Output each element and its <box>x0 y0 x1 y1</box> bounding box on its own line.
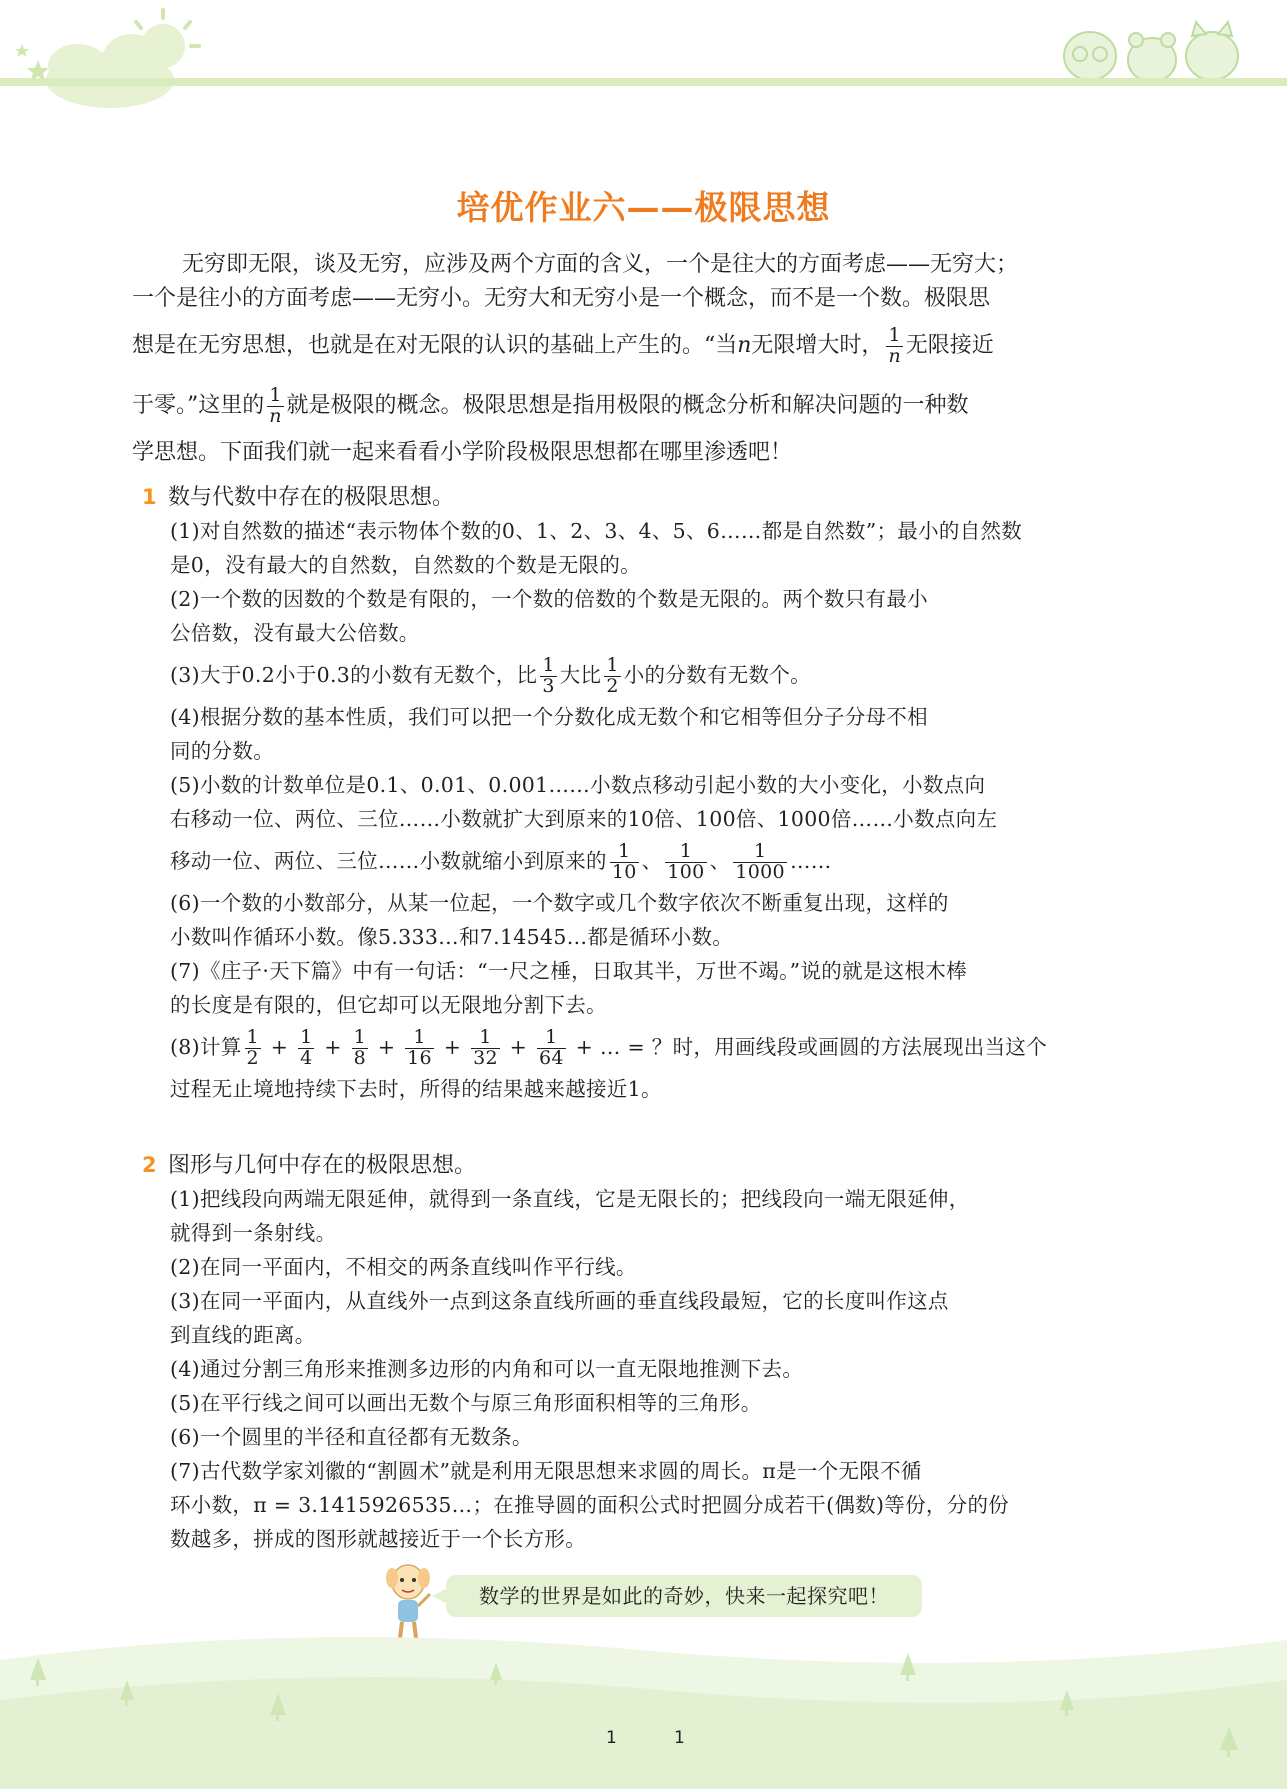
list-item: 同的分数。 <box>170 739 274 763</box>
list-item: 到直线的距离。 <box>170 1323 316 1347</box>
item-text: 移动一位、两位、三位……小数就缩小到原来的 <box>170 849 607 873</box>
fraction-denominator: 8 <box>353 1047 366 1069</box>
fraction-numerator: 1 <box>405 1028 434 1049</box>
list-item: 数越多，拼成的图形就越接近于一个长方形。 <box>170 1527 586 1551</box>
intro-text: 无限增大时， <box>751 333 884 358</box>
fraction <box>405 1028 434 1069</box>
fraction-numerator: 1 <box>267 386 283 407</box>
item-text: (3)大于0.2小于0.3的小数有无数个，比 <box>170 663 538 687</box>
section-1-heading <box>142 480 454 514</box>
list-item: 过程无止境地持续下去时，所得的结果越来越接近1。 <box>170 1077 662 1101</box>
page-title: 培优作业六——极限思想 <box>456 188 831 227</box>
intro-text: 想是在无穷思想，也就是在对无限的认识的基础上产生的。“当 <box>132 333 738 358</box>
fraction <box>298 1028 314 1069</box>
fraction-numerator: 1 <box>606 654 619 677</box>
fraction-numerator: 1 <box>542 654 555 677</box>
list-item: 环小数，π = 3.1415926535…；在推导圆的面积公式时把圆分成若干(偶数)等份，分的份 <box>170 1493 1010 1517</box>
fraction <box>471 1028 500 1069</box>
list-item <box>170 1022 1142 1072</box>
fraction-denominator: 1000 <box>735 861 785 883</box>
item-text: (8)计算 <box>170 1035 242 1059</box>
fraction-denominator: n <box>888 344 901 367</box>
fraction-numerator: 1 <box>300 1026 313 1049</box>
fraction-denominator: 4 <box>300 1047 313 1069</box>
fraction-numerator: 1 <box>886 326 902 347</box>
list-item: 是0，没有最大的自然数，自然数的个数是无限的。 <box>170 553 641 577</box>
fraction-one-over-n <box>267 383 283 427</box>
list-item: (5)小数的计数单位是0.1、0.01、0.001……小数点移动引起小数的大小变化，小数点向 <box>170 773 986 797</box>
fraction-denominator: 64 <box>538 1047 564 1069</box>
page-number: 1 <box>674 1728 685 1748</box>
intro-text: 无限接近 <box>905 333 994 358</box>
list-item: (1)把线段向两端无限延伸，就得到一条直线，它是无限长的；把线段向一端无限延伸， <box>170 1187 970 1211</box>
list-item: (6)一个数的小数部分，从某一位起，一个数字或几个数字依次不断重复出现，这样的 <box>170 891 949 915</box>
fraction-numerator: 1 <box>610 842 639 863</box>
item-text: 、 <box>641 849 663 873</box>
list-item: 的长度是有限的，但它却可以无限地分割下去。 <box>170 993 607 1017</box>
intro-line <box>132 316 1142 376</box>
footer-landscape <box>0 1620 1287 1789</box>
fraction <box>733 842 787 883</box>
section-1-items <box>170 514 1142 1106</box>
item-text: …… <box>789 849 832 873</box>
item-text: 大比 <box>559 663 602 687</box>
plus-sign: + <box>377 1035 396 1059</box>
section-2-heading <box>142 1148 476 1182</box>
item-text: 、 <box>709 849 731 873</box>
section-number: 2 <box>142 1153 157 1177</box>
list-item: 就得到一条射线。 <box>170 1221 337 1245</box>
intro-text: 就是极限的概念。极限思想是指用极限的概念分析和解决问题的一种数 <box>286 393 969 418</box>
list-item: (5)在平行线之间可以画出无数个与原三角形面积相等的三角形。 <box>170 1391 762 1415</box>
fraction <box>665 842 706 883</box>
list-item: (2)在同一平面内，不相交的两条直线叫作平行线。 <box>170 1255 637 1279</box>
list-item: (7)古代数学家刘徽的“割圆术”就是利用无限思想来求圆的周长。π是一个无限不循 <box>170 1459 922 1483</box>
fraction <box>604 656 620 697</box>
list-item: 小数叫作循环小数。像5.333…和7.14545…都是循环小数。 <box>170 925 734 949</box>
intro-line: 一个是往小的方面考虑——无穷小。无穷大和无穷小是一个概念，而不是一个数。极限思 <box>132 286 991 311</box>
intro-line: 学思想。下面我们就一起来看看小学阶段极限思想都在哪里渗透吧！ <box>132 440 793 465</box>
fraction-numerator: 1 <box>353 1026 366 1049</box>
plus-sign: + <box>324 1035 342 1059</box>
animal-friends-icon <box>1064 22 1238 82</box>
cloud-icon <box>46 34 174 108</box>
list-item: (3)在同一平面内，从直线外一点到这条直线所画的垂直线段最短，它的长度叫作这点 <box>170 1289 949 1313</box>
plus-sign: + <box>443 1035 462 1059</box>
fraction <box>540 656 556 697</box>
list-item: (4)根据分数的基本性质，我们可以把一个分数化成无数个和它相等但分子分母不相 <box>170 705 928 729</box>
fraction <box>610 842 639 883</box>
fraction-denominator: 10 <box>611 861 637 883</box>
fraction-denominator: 3 <box>542 675 555 697</box>
section-title: 图形与几何中存在的极限思想。 <box>168 1153 477 1178</box>
list-item <box>170 650 1142 700</box>
list-item: (2)一个数的因数的个数是有限的，一个数的倍数的个数是无限的。两个数只有最小 <box>170 587 928 611</box>
list-item: (7)《庄子·天下篇》中有一句话：“一尺之棰，日取其半，万世不竭。”说的就是这根木棒 <box>170 959 967 983</box>
section-2-items <box>170 1182 1142 1556</box>
intro-line: 无穷即无限，谈及无穷，应涉及两个方面的含义，一个是往大的方面考虑——无穷大； <box>182 252 1019 277</box>
fraction-denominator: 2 <box>606 675 619 697</box>
plus-sign: + <box>270 1035 289 1059</box>
item-text: 小的分数有无数个。 <box>623 663 811 687</box>
fraction-numerator: 1 <box>665 842 706 863</box>
fraction-numerator: 1 <box>471 1028 500 1049</box>
speech-bubble: 数学的世界是如此的奇妙，快来一起探究吧！ <box>446 1575 922 1617</box>
variable-n: n <box>737 333 752 358</box>
list-item: (4)通过分割三角形来推测多边形的内角和可以一直无限地推测下去。 <box>170 1357 804 1381</box>
fraction-denominator: 16 <box>407 1047 432 1069</box>
fraction <box>245 1028 261 1069</box>
fraction-denominator: 32 <box>473 1047 498 1069</box>
list-item: (1)对自然数的描述“表示物体个数的0、1、2、3、4、5、6……都是自然数”；最小的自然数 <box>170 519 1023 543</box>
fraction <box>537 1028 566 1069</box>
header-band <box>0 78 1287 86</box>
fraction-numerator: 1 <box>246 1026 259 1049</box>
section-title: 数与代数中存在的极限思想。 <box>168 485 455 510</box>
item-text: + … = ？时，用画线段或画圆的方法展现出当这个 <box>575 1035 1047 1059</box>
intro-paragraph <box>132 248 1142 470</box>
fraction-numerator: 1 <box>733 842 787 863</box>
fraction-one-over-n <box>886 323 902 367</box>
plus-sign: + <box>509 1035 528 1059</box>
list-item: (6)一个圆里的半径和直径都有无数条。 <box>170 1425 533 1449</box>
intro-line <box>132 376 1142 436</box>
fraction-denominator: 100 <box>667 861 705 883</box>
intro-text: 于零。”这里的 <box>132 393 265 418</box>
star-icon <box>15 44 49 81</box>
page-number: 1 <box>606 1728 617 1748</box>
header-decoration <box>0 0 1287 120</box>
section-number: 1 <box>142 485 157 509</box>
list-item <box>170 836 1142 886</box>
list-item: 公倍数，没有最大公倍数。 <box>170 621 420 645</box>
fraction-denominator: 2 <box>246 1047 259 1069</box>
list-item: 右移动一位、两位、三位……小数就扩大到原来的10倍、100倍、1000倍……小数点向左 <box>170 807 998 831</box>
fraction-denominator: n <box>269 404 282 427</box>
fraction-numerator: 1 <box>537 1028 566 1049</box>
fraction <box>352 1028 368 1069</box>
